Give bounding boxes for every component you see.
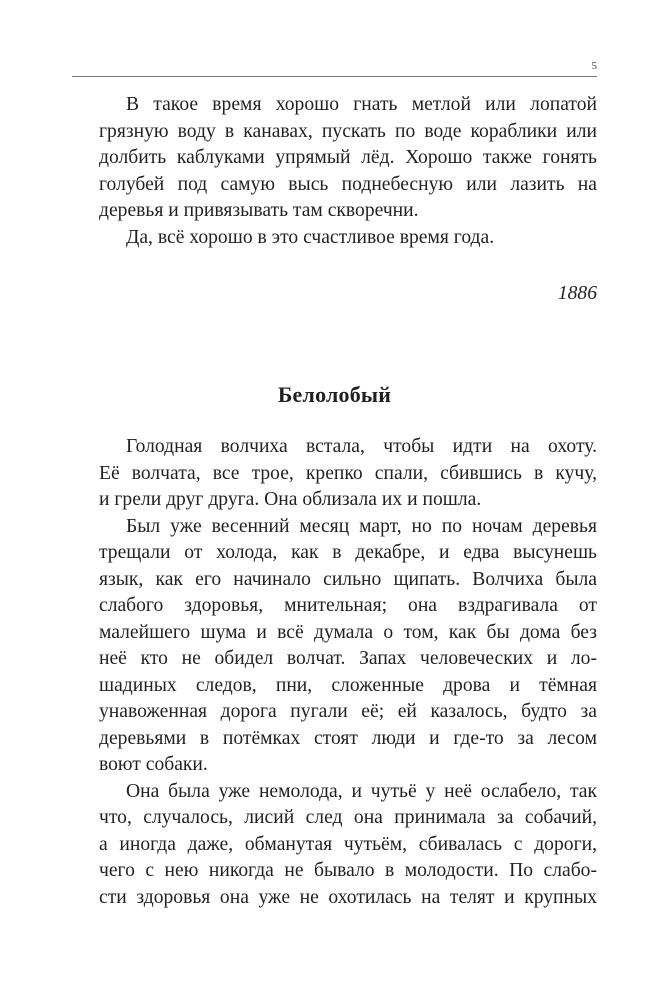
text-line: Её волчата, все трое, крепко спали, сбившись в кучу,: [99, 462, 597, 484]
text-line: сти здоровья она уже не охотилась на телят и крупных: [99, 886, 597, 908]
page-number: 5: [591, 60, 597, 72]
text-line: долбить каблуками упрямый лёд. Хорошо также гонять: [99, 147, 597, 168]
text-line: Она была уже немолода, и чутьё у неё ослабело, так: [126, 780, 597, 802]
text-line: воют собаки.: [99, 754, 208, 775]
text-line: неё кто не обидел волчат. Запах человеческих и ло-: [99, 648, 597, 669]
text-line: чего с нею никогда не бывало в молодости. По слабо-: [99, 860, 597, 881]
text-line: а иногда даже, обманутая чутьём, сбивалась с дороги,: [99, 833, 597, 855]
text-line: голубей под самую высь поднебесную или лазить на: [99, 173, 597, 195]
story-date: 1886: [557, 283, 597, 304]
text-line: Был уже весенний месяц март, но по ночам деревья: [126, 515, 597, 537]
text-line: унавоженная дорога пугали её; ей казалось, будто за: [99, 701, 597, 722]
previous-story-text: [72, 92, 597, 251]
chapter-title: Белолобый: [277, 382, 392, 407]
text-line: шадиных следов, пни, сложенные дрова и тёмная: [99, 674, 597, 696]
text-line: грязную воду в канавах, пускать по воде кораблики или: [99, 120, 597, 142]
paragraph: [72, 779, 597, 912]
text-line: слабого здоровья, мнительная; она вздрагивала от: [99, 595, 597, 616]
text-line: В такое время хорошо гнать метлой или лопатой: [126, 94, 597, 115]
text-line: язык, как его начинало сильно щипать. Волчиха была: [99, 568, 597, 590]
text-line: и грели друг друга. Она облизала их и пошла.: [99, 489, 482, 510]
text-line: трещали от холода, как в декабре, и едва высунешь: [99, 542, 597, 563]
text-line: малейшего шума и всё думала о том, как бы дома без: [99, 621, 597, 643]
text-line: Да, всё хорошо в это счастливое время года.: [126, 226, 495, 248]
text-line: деревьями в потёмках стоят люди и где-то за лесом: [99, 727, 597, 749]
paragraph: [72, 225, 597, 252]
paragraph: [72, 434, 597, 514]
text-line: что, случалось, лисий след она принимала за собачий,: [99, 807, 597, 828]
text-line: Голодная волчиха встала, чтобы идти на охоту.: [126, 436, 597, 457]
chapter-text: [72, 434, 597, 911]
paragraph: [72, 92, 597, 225]
header-divider: [72, 76, 597, 77]
paragraph: [72, 514, 597, 779]
text-line: деревья и привязывать там скворечни.: [99, 200, 419, 221]
